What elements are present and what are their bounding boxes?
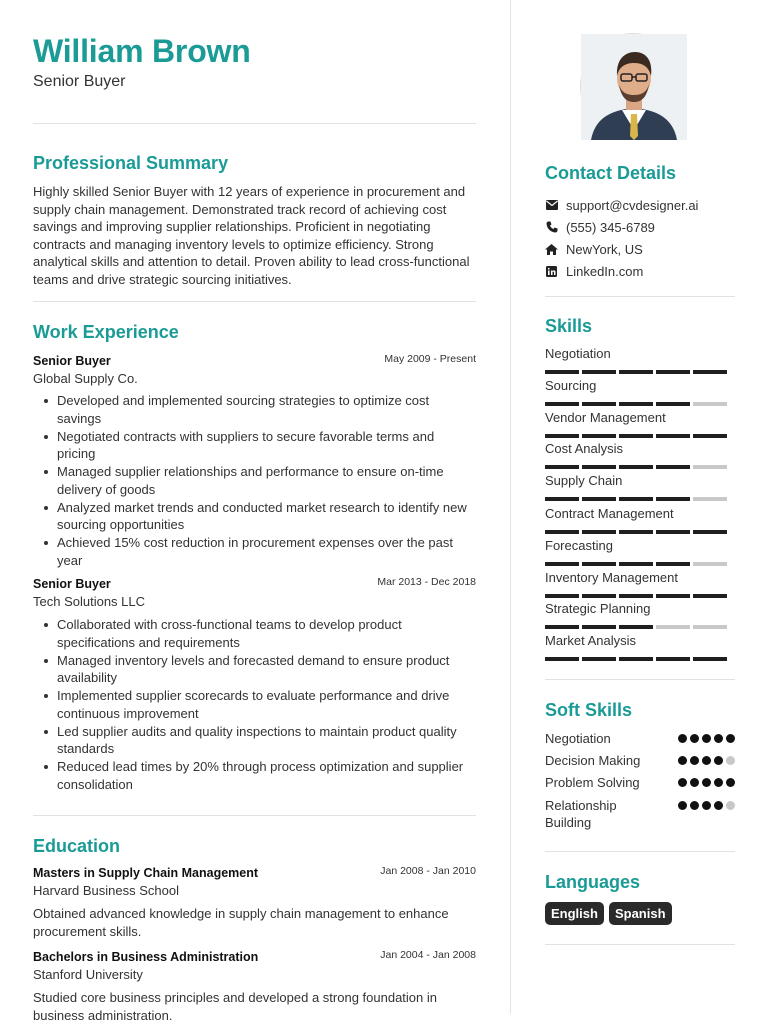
list-item: Implemented supplier scorecards to evaluate performance and drive continuous improvement — [33, 687, 476, 722]
phone-icon — [545, 221, 558, 234]
soft-skill-item — [545, 774, 735, 791]
skill-level-segment — [693, 402, 727, 406]
skill-level-segment — [619, 657, 653, 661]
contact-phone[interactable] — [545, 218, 655, 236]
divider — [33, 815, 476, 816]
skill-item — [545, 346, 735, 374]
skill-level-segment — [693, 657, 727, 661]
school-name: Stanford University — [33, 967, 143, 982]
skill-name: Vendor Management — [545, 410, 666, 425]
contact-location — [545, 240, 643, 258]
soft-skill-dots — [678, 756, 735, 765]
skill-level-segment — [693, 625, 727, 629]
skill-level-segment — [693, 530, 727, 534]
rating-dot — [726, 801, 735, 810]
skill-level-segment — [693, 465, 727, 469]
soft-skill-item — [545, 797, 735, 831]
skill-item — [545, 441, 735, 469]
skill-level-segment — [582, 497, 616, 501]
skill-item — [545, 601, 735, 629]
contact-linkedin-text: LinkedIn.com — [566, 263, 644, 279]
skill-level-segment — [545, 434, 579, 438]
rating-dot — [726, 734, 735, 743]
skill-level-bar — [545, 657, 735, 661]
list-item: Managed inventory levels and forecasted demand to ensure product availability — [33, 652, 476, 687]
list-item: Negotiated contracts with suppliers to secure favorable terms and pricing — [33, 428, 476, 463]
education-heading: Education — [33, 836, 121, 856]
skill-level-segment — [582, 370, 616, 374]
list-item: Analyzed market trends and conducted market research to identify new sourcing opportunities — [33, 499, 476, 534]
skill-item — [545, 506, 735, 534]
rating-dot — [714, 778, 723, 787]
skill-level-segment — [545, 497, 579, 501]
job-bullets — [33, 616, 476, 794]
skill-level-bar — [545, 594, 735, 598]
skill-name: Sourcing — [545, 378, 597, 393]
rating-dot — [702, 756, 711, 765]
soft-skill-name: Problem Solving — [545, 775, 640, 790]
skill-item — [545, 538, 735, 566]
education-description: Obtained advanced knowledge in supply chain management to enhance procurement skills. — [33, 906, 449, 939]
skill-level-segment — [545, 594, 579, 598]
skill-level-segment — [656, 465, 690, 469]
skill-level-segment — [619, 562, 653, 566]
job-bullets — [33, 392, 476, 570]
skill-level-bar — [545, 434, 735, 438]
skill-level-segment — [656, 625, 690, 629]
skill-level-segment — [656, 497, 690, 501]
rating-dot — [678, 756, 687, 765]
soft-skill-item — [545, 752, 735, 769]
skill-item — [545, 633, 735, 661]
skill-name: Inventory Management — [545, 570, 678, 585]
skill-level-segment — [656, 402, 690, 406]
skill-level-segment — [582, 562, 616, 566]
soft-skills-heading: Soft Skills — [545, 700, 633, 720]
skill-level-bar — [545, 402, 735, 406]
skill-level-bar — [545, 530, 735, 534]
skill-level-segment — [545, 465, 579, 469]
skill-level-segment — [656, 370, 690, 374]
rating-dot — [690, 778, 699, 787]
degree-title: Bachelors in Business Administration — [33, 950, 259, 964]
language-tags — [545, 902, 672, 925]
skill-level-bar — [545, 562, 735, 566]
rating-dot — [726, 778, 735, 787]
skill-name: Negotiation — [545, 346, 611, 361]
skill-level-segment — [582, 657, 616, 661]
list-item: Managed supplier relationships and performance to ensure on-time delivery of goods — [33, 463, 476, 498]
contact-phone-text: (555) 345-6789 — [566, 219, 655, 235]
skill-level-segment — [582, 434, 616, 438]
skill-level-segment — [656, 530, 690, 534]
skill-level-segment — [582, 402, 616, 406]
skill-name: Supply Chain — [545, 473, 623, 488]
skill-level-segment — [582, 625, 616, 629]
rating-dot — [714, 734, 723, 743]
skill-level-segment — [693, 562, 727, 566]
home-icon — [545, 243, 558, 256]
skill-level-segment — [619, 465, 653, 469]
contact-heading: Contact Details — [545, 163, 677, 183]
skill-level-segment — [545, 657, 579, 661]
skill-level-segment — [656, 434, 690, 438]
skill-level-segment — [582, 465, 616, 469]
rating-dot — [690, 801, 699, 810]
skills-heading: Skills — [545, 316, 593, 336]
skill-level-segment — [619, 434, 653, 438]
skill-name: Cost Analysis — [545, 441, 624, 456]
rating-dot — [726, 756, 735, 765]
list-item: Collaborated with cross-functional teams to develop product specifications and requirements — [33, 616, 476, 651]
rating-dot — [678, 801, 687, 810]
skill-level-segment — [545, 625, 579, 629]
skill-level-segment — [545, 530, 579, 534]
contact-email[interactable] — [545, 196, 698, 214]
rating-dot — [678, 734, 687, 743]
divider — [33, 123, 476, 124]
rating-dot — [714, 801, 723, 810]
linkedin-icon — [545, 265, 558, 278]
skill-level-segment — [545, 402, 579, 406]
list-item: Developed and implemented sourcing strategies to optimize cost savings — [33, 392, 476, 427]
profile-photo — [580, 33, 686, 139]
language-tag: Spanish — [609, 902, 672, 925]
rating-dot — [678, 778, 687, 787]
divider — [545, 679, 735, 680]
candidate-name: William Brown — [33, 33, 251, 69]
job-date: May 2009 - Present — [384, 353, 476, 365]
list-item: Led supplier audits and quality inspections to maintain product quality standards — [33, 723, 476, 758]
soft-skill-dots — [678, 734, 735, 743]
language-tag: English — [545, 902, 604, 925]
skill-level-segment — [582, 594, 616, 598]
skill-level-segment — [619, 370, 653, 374]
contact-linkedin[interactable] — [545, 262, 643, 280]
skill-level-segment — [619, 594, 653, 598]
skill-level-bar — [545, 465, 735, 469]
skill-level-segment — [582, 530, 616, 534]
skill-name: Forecasting — [545, 538, 613, 553]
skill-item — [545, 410, 735, 438]
rating-dot — [702, 778, 711, 787]
contact-location-text: NewYork, US — [566, 241, 643, 257]
education-date: Jan 2004 - Jan 2008 — [380, 949, 476, 961]
skill-level-segment — [656, 657, 690, 661]
rating-dot — [702, 801, 711, 810]
skill-item — [545, 570, 735, 598]
rating-dot — [702, 734, 711, 743]
divider — [545, 851, 735, 852]
skill-level-bar — [545, 497, 735, 501]
skill-item — [545, 378, 735, 406]
rating-dot — [714, 756, 723, 765]
divider — [545, 296, 735, 297]
skill-level-segment — [619, 497, 653, 501]
soft-skill-dots — [678, 778, 735, 787]
soft-skill-dots — [678, 801, 735, 810]
skill-item — [545, 473, 735, 501]
languages-heading: Languages — [545, 872, 641, 892]
skill-level-segment — [619, 402, 653, 406]
degree-title: Masters in Supply Chain Management — [33, 866, 259, 880]
envelope-icon — [545, 199, 558, 212]
list-item: Reduced lead times by 20% through process optimization and supplier consolidation — [33, 758, 476, 793]
divider — [33, 301, 476, 302]
column-divider — [510, 0, 511, 1014]
list-item: Achieved 15% cost reduction in procurement expenses over the past year — [33, 534, 476, 569]
experience-heading: Work Experience — [33, 322, 179, 342]
soft-skill-item — [545, 730, 735, 747]
summary-text: Highly skilled Senior Buyer with 12 years of experience in procurement and supply chain management. Demonstrated track record of achieving cost savings and improving supplier relationships. Proficient in negotiating contracts and managing inventory levels to optimize efficiency. Strong analytical skills and attention to detail. Proven ability to lead cross-functional teams and drive strategic sourcing initiatives. — [33, 184, 470, 287]
candidate-title: Senior Buyer — [33, 73, 126, 90]
skill-level-segment — [619, 625, 653, 629]
job-title: Senior Buyer — [33, 354, 111, 368]
job-company: Global Supply Co. — [33, 371, 138, 386]
divider — [545, 944, 735, 945]
school-name: Harvard Business School — [33, 883, 179, 898]
job-company: Tech Solutions LLC — [33, 594, 146, 609]
skill-level-segment — [656, 562, 690, 566]
soft-skill-name: Relationship Building — [545, 798, 617, 830]
skill-level-bar — [545, 370, 735, 374]
skill-level-segment — [656, 594, 690, 598]
rating-dot — [690, 756, 699, 765]
job-title: Senior Buyer — [33, 577, 111, 591]
rating-dot — [690, 734, 699, 743]
skill-name: Contract Management — [545, 506, 674, 521]
education-description: Studied core business principles and developed a strong foundation in business administration. — [33, 990, 437, 1023]
skill-level-segment — [619, 530, 653, 534]
summary-heading: Professional Summary — [33, 153, 229, 173]
contact-email-text: support@cvdesigner.ai — [566, 197, 699, 213]
skill-name: Strategic Planning — [545, 601, 651, 616]
skill-level-segment — [693, 497, 727, 501]
soft-skill-name: Decision Making — [545, 753, 641, 768]
education-date: Jan 2008 - Jan 2010 — [380, 865, 476, 877]
soft-skill-name: Negotiation — [545, 731, 611, 746]
skill-level-segment — [693, 594, 727, 598]
job-date: Mar 2013 - Dec 2018 — [377, 576, 476, 588]
skill-level-segment — [693, 434, 727, 438]
skill-level-segment — [693, 370, 727, 374]
skill-name: Market Analysis — [545, 633, 637, 648]
skill-level-segment — [545, 562, 579, 566]
skill-level-bar — [545, 625, 735, 629]
skill-level-segment — [545, 370, 579, 374]
